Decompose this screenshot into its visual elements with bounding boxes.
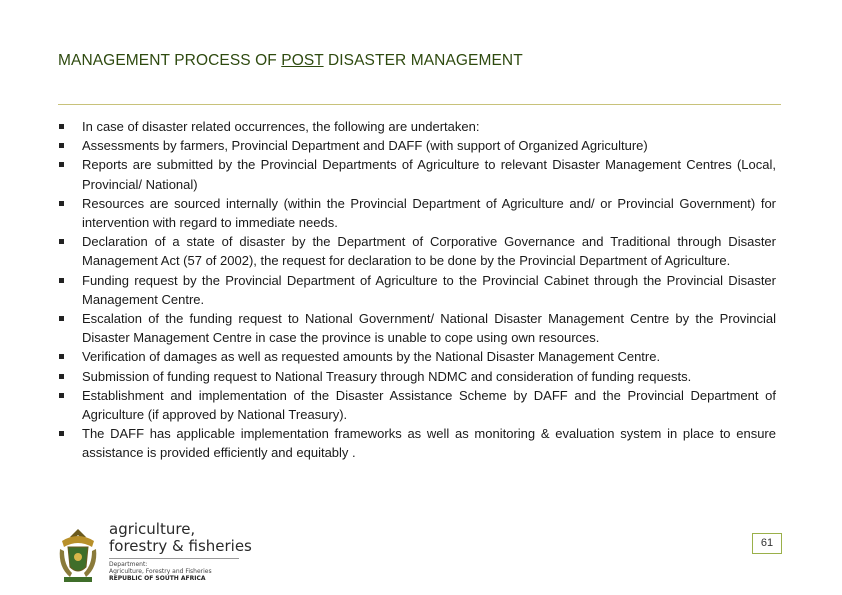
department-caption <box>109 558 239 582</box>
list-item <box>58 155 776 193</box>
list-item-text: Submission of funding request to National Treasury through NDMC and consideration of funding requests. <box>82 368 692 384</box>
bullet-icon <box>59 374 64 379</box>
coat-of-arms-icon <box>56 527 100 585</box>
title-divider <box>58 104 781 105</box>
department-name: Agriculture, Forestry and Fisheries <box>109 568 212 575</box>
list-item <box>58 347 776 366</box>
page-title <box>58 52 523 70</box>
page-number: 61 <box>752 533 782 554</box>
list-item-text: Assessments by farmers, Provincial Department and DAFF (with support of Organized Agriculture) <box>82 138 648 154</box>
country-name: REPUBLIC OF SOUTH AFRICA <box>109 575 206 582</box>
bullet-icon <box>59 162 64 167</box>
list-item-text: Reports are submitted by the Provincial Departments of Agriculture to relevant Disaster Management Centres (Local, Provincial/ National) <box>82 157 776 192</box>
title-text-end: DISASTER MANAGEMENT <box>323 52 523 69</box>
list-item-text: Resources are sourced internally (within the Provincial Department of Agriculture and/ or Provincial Government) for intervention with regard to immediate needs. <box>82 195 776 231</box>
list-item <box>58 271 776 309</box>
bullet-icon <box>59 239 64 244</box>
list-item <box>58 424 776 462</box>
list-item-text: Verification of damages as well as requested amounts by the National Disaster Management Centre. <box>82 349 661 365</box>
list-item <box>58 194 776 232</box>
list-item <box>58 117 776 136</box>
list-item-text: The DAFF has applicable implementation frameworks as well as monitoring & evaluation system in place to ensure assistance is provided efficiently and equitably . <box>82 426 776 461</box>
bullet-icon <box>59 278 64 283</box>
list-item <box>58 367 776 386</box>
list-item-text: Establishment and implementation of the Disaster Assistance Scheme by DAFF and the Provincial Department of Agriculture (if approved by National Treasury). <box>82 387 776 423</box>
department-logo <box>56 521 266 589</box>
title-underlined-word: POST <box>281 52 324 69</box>
bullet-icon <box>59 316 64 321</box>
brand-name <box>109 521 252 555</box>
list-item-text: Funding request by the Provincial Department of Agriculture to the Provincial Cabinet through the Provincial Disaster Management Centre. <box>82 272 776 307</box>
department-label: Department: <box>109 561 148 568</box>
brand-line-2: forestry & fisheries <box>109 537 252 555</box>
list-item <box>58 136 776 155</box>
bullet-icon <box>59 201 64 206</box>
bullet-list <box>58 117 776 463</box>
title-text-start: MANAGEMENT PROCESS OF <box>58 52 282 69</box>
list-item-text: Escalation of the funding request to National Government/ National Disaster Management Centre by the Provincial Disaster Management Centre in case the province is unable to cope using own resources. <box>82 311 776 346</box>
list-item-text: Declaration of a state of disaster by the Department of Corporative Governance and Traditional through Disaster Management Act (57 of 2002), the request for declaration to be done by the Provincial Department of Agriculture. <box>82 234 776 269</box>
bullet-icon <box>59 431 64 436</box>
brand-line-1: agriculture, <box>109 520 196 538</box>
list-item-text: In case of disaster related occurrences, the following are undertaken: <box>82 119 480 134</box>
list-item <box>58 386 776 424</box>
bullet-icon <box>59 143 64 148</box>
bullet-icon <box>59 393 64 398</box>
bullet-icon <box>59 124 64 129</box>
list-item <box>58 232 776 270</box>
bullet-icon <box>59 354 64 359</box>
list-item <box>58 309 776 347</box>
